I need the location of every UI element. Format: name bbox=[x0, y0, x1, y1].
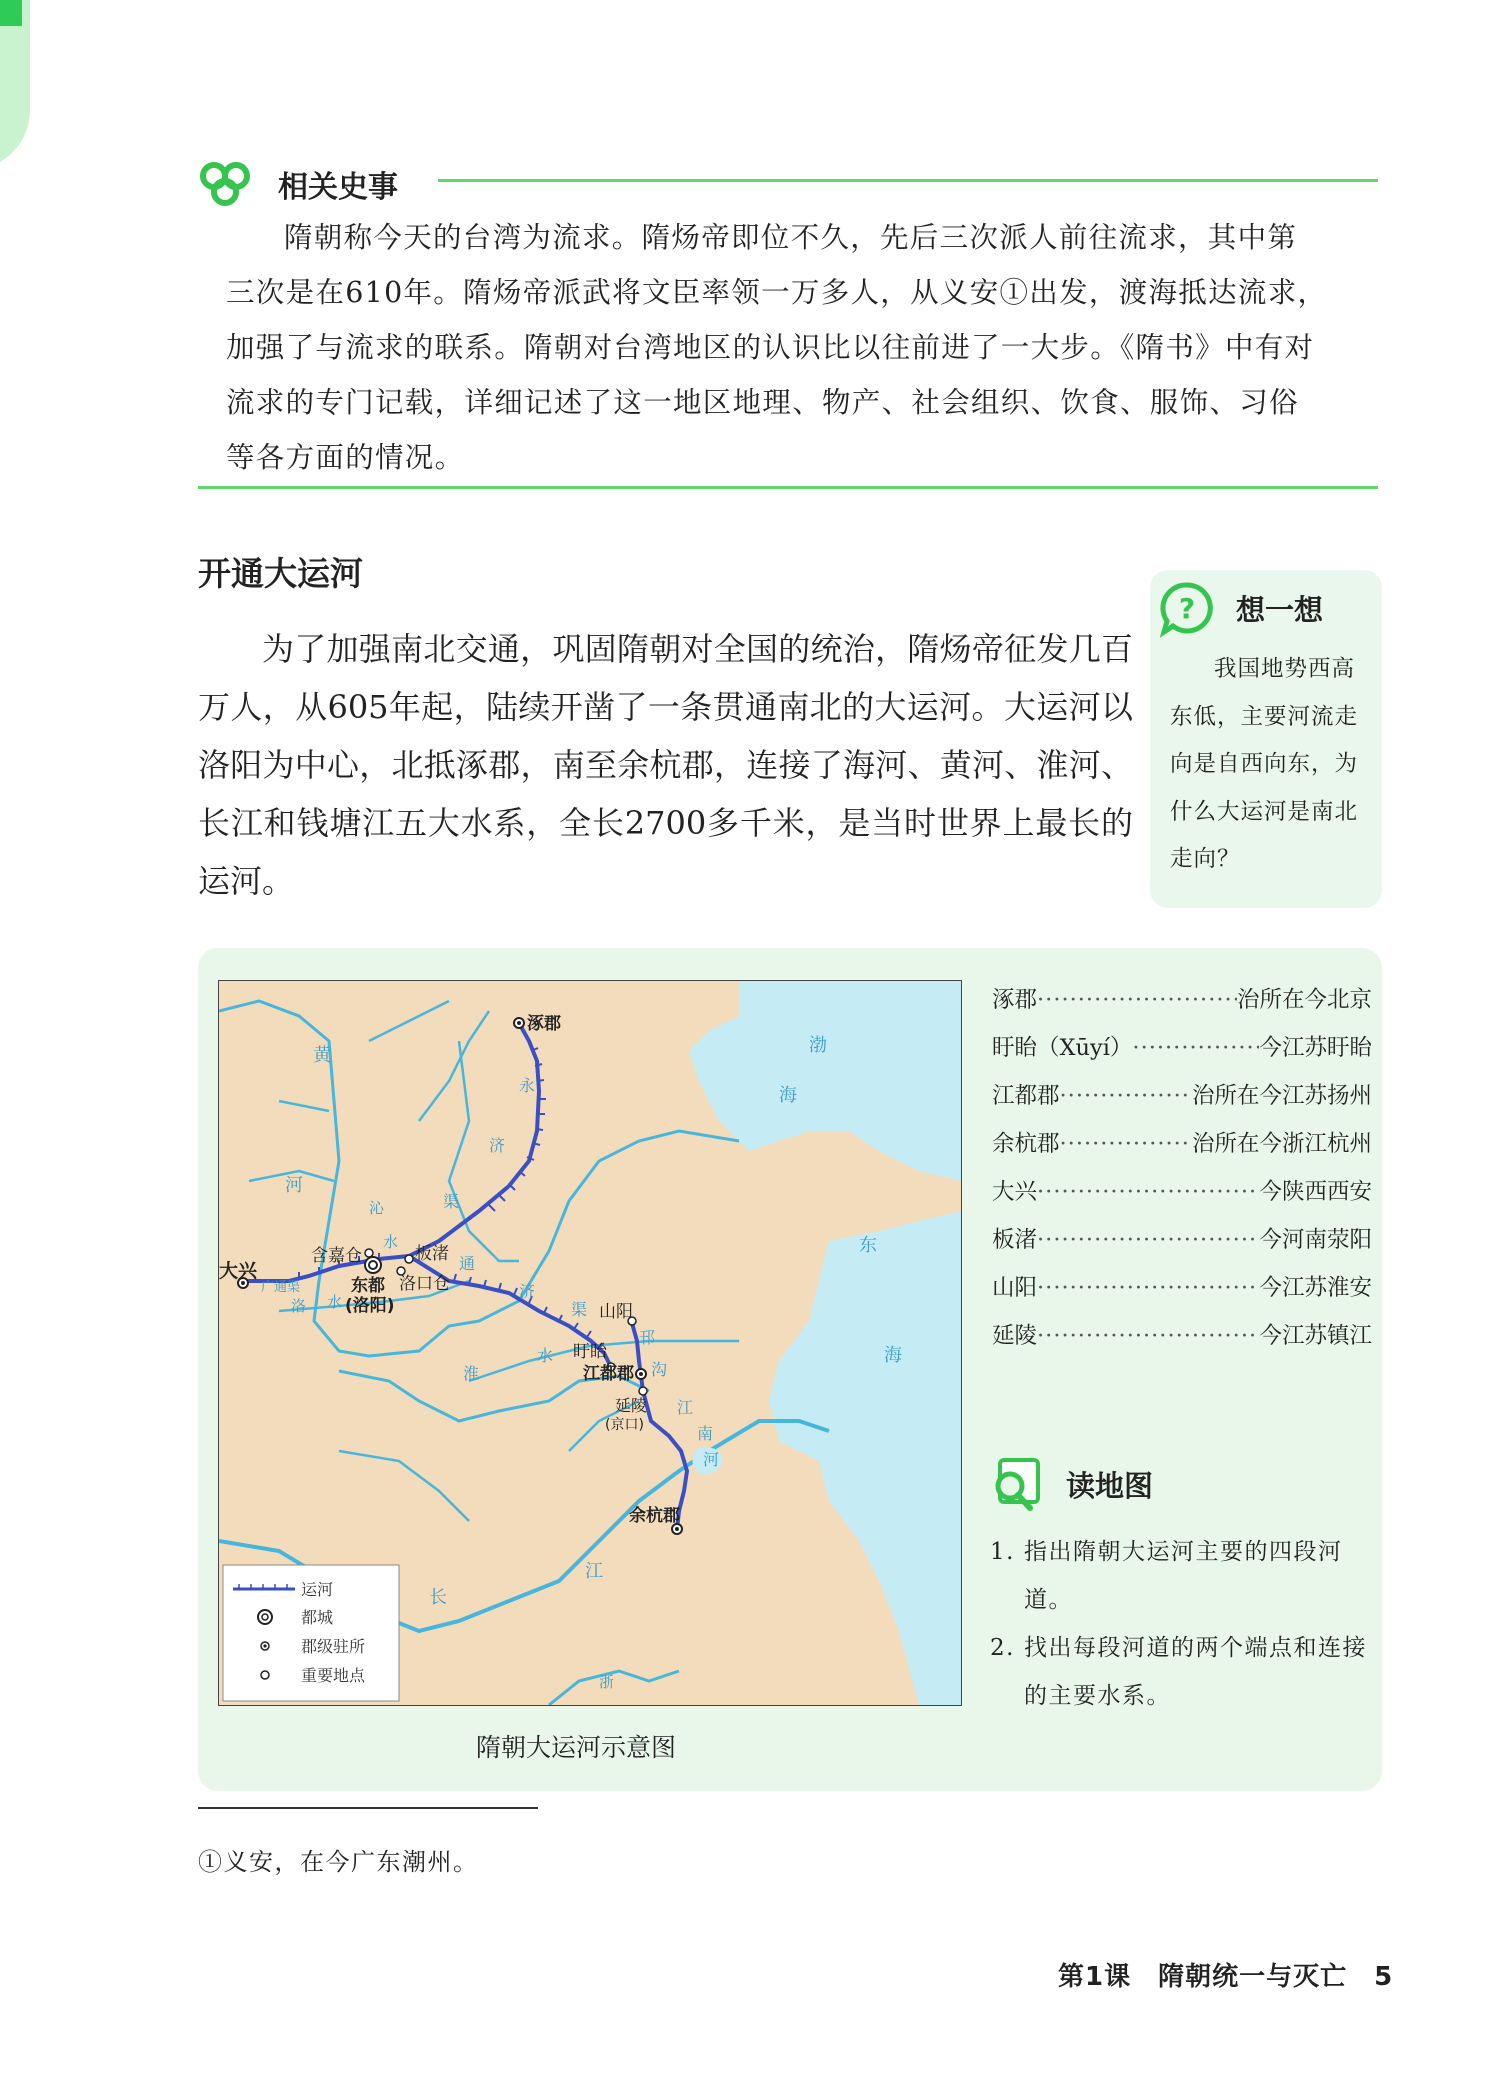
water-label: 永 bbox=[519, 1076, 536, 1095]
note-desc: 今江苏盱眙 bbox=[1259, 1035, 1372, 1061]
read-map-item-text: 找出每段河道的两个端点和连接的主要水系。 bbox=[1024, 1635, 1367, 1709]
related-history-line: 等各方面的情况。 bbox=[226, 441, 465, 474]
footnote: ①义安，在今广东潮州。 bbox=[198, 1848, 479, 1876]
water-label: 黄 bbox=[313, 1045, 331, 1066]
water-label: 沟 bbox=[651, 1360, 668, 1379]
water-label: 通 bbox=[459, 1254, 476, 1273]
note-leader bbox=[1037, 1168, 1259, 1216]
map-caption: 隋朝大运河示意图 bbox=[476, 1733, 677, 1762]
page-footer: 第1课 隋朝统一与灭亡 5 bbox=[1058, 1962, 1394, 1992]
related-history-text bbox=[226, 210, 1366, 485]
water-label: 水 bbox=[383, 1233, 399, 1251]
read-map-item bbox=[990, 1624, 1370, 1720]
related-history-line: 隋朝称今天的台湾为流求。隋炀帝即位不久，先后三次派人前往流求，其中第 bbox=[284, 221, 1298, 254]
water-label: 水 bbox=[327, 1293, 343, 1311]
water-label: 河 bbox=[285, 1175, 303, 1196]
place-label-hanjiacang: 含嘉仓 bbox=[311, 1246, 362, 1266]
water-label: 海 bbox=[884, 1345, 902, 1366]
legend-label: 重要地点 bbox=[301, 1666, 366, 1685]
hanjiacang-marker bbox=[365, 1249, 373, 1257]
note-desc: 今河南荥阳 bbox=[1259, 1227, 1372, 1253]
water-label: 济 bbox=[519, 1282, 536, 1301]
water-label: 东 bbox=[859, 1235, 877, 1256]
note-name: 盱眙（Xūyí） bbox=[992, 1035, 1133, 1061]
related-history-header bbox=[198, 158, 1378, 208]
think-box bbox=[1150, 570, 1382, 908]
yanling-marker bbox=[639, 1387, 647, 1395]
note-name: 山阳 bbox=[992, 1275, 1038, 1301]
place-label-jingkou: (京口) bbox=[605, 1417, 644, 1433]
legend-label: 运河 bbox=[301, 1580, 334, 1599]
related-history-line: 三次是在610年。隋炀帝派武将文臣率领一万多人，从义安①出发，渡海抵达流求， bbox=[226, 276, 1328, 309]
related-history-bottom-rule bbox=[198, 486, 1378, 489]
place-label-yanling: 延陵 bbox=[615, 1396, 648, 1415]
water-label: 渤 bbox=[809, 1035, 827, 1056]
legend-label: 都城 bbox=[301, 1608, 334, 1627]
legend-capital-icon-inner bbox=[262, 1614, 268, 1620]
svg-text:?: ? bbox=[1178, 592, 1196, 625]
note-row bbox=[992, 1120, 1372, 1168]
zhuojun-marker-dot bbox=[517, 1021, 521, 1025]
legend-place-icon bbox=[261, 1671, 269, 1679]
water-label: 邗 bbox=[639, 1328, 656, 1347]
chapter-tab-marker bbox=[0, 0, 22, 26]
place-label-shanyang: 山阳 bbox=[599, 1302, 633, 1322]
note-leader bbox=[1060, 1120, 1192, 1168]
water-label: 沁 bbox=[369, 1199, 385, 1217]
water-label: 洛 bbox=[291, 1297, 307, 1315]
note-name: 大兴 bbox=[992, 1179, 1038, 1205]
note-row bbox=[992, 1216, 1372, 1264]
note-row bbox=[992, 1168, 1372, 1216]
water-label: 长 bbox=[429, 1587, 447, 1608]
note-name: 余杭郡 bbox=[992, 1131, 1060, 1157]
note-desc: 今江苏淮安 bbox=[1259, 1275, 1372, 1301]
note-row bbox=[992, 1072, 1372, 1120]
read-map-list bbox=[990, 1528, 1370, 1720]
dongdu-marker-inner bbox=[369, 1261, 377, 1269]
note-desc: 治所在今浙江杭州 bbox=[1191, 1131, 1372, 1157]
yuhang-marker-dot bbox=[675, 1527, 679, 1531]
section-title: 开通大运河 bbox=[198, 554, 363, 593]
water-label: 淮 bbox=[463, 1364, 480, 1383]
footnote-rule bbox=[198, 1807, 538, 1809]
read-map-item bbox=[990, 1528, 1370, 1624]
place-label-dongdu: 东都 bbox=[351, 1276, 385, 1296]
place-label-luoyang: (洛阳) bbox=[345, 1296, 395, 1316]
think-title: 想一想 bbox=[1236, 593, 1324, 627]
canal-map-svg bbox=[219, 981, 961, 1705]
place-label-yuhangjun: 余杭郡 bbox=[629, 1506, 680, 1526]
think-text bbox=[1170, 646, 1370, 884]
related-history-line: 加强了与流求的联系。隋朝对台湾地区的认识比以往前进了一大步。《隋书》中有对 bbox=[226, 331, 1315, 364]
map-panel bbox=[198, 948, 1382, 1791]
canal-map bbox=[218, 980, 962, 1706]
place-label-banzhu: 板渚 bbox=[415, 1244, 449, 1264]
related-history-title: 相关史事 bbox=[278, 170, 398, 205]
place-label-zhuojun: 涿郡 bbox=[527, 1014, 561, 1034]
read-map-item-number: 1. bbox=[990, 1539, 1015, 1565]
read-map-title: 读地图 bbox=[1066, 1469, 1154, 1503]
question-bubble-icon bbox=[1158, 580, 1216, 638]
think-paragraph: 我国地势西高东低，主要河流走向是自西向东，为什么大运河是南北走向？ bbox=[1170, 656, 1359, 872]
note-name: 板渚 bbox=[992, 1227, 1038, 1253]
note-leader bbox=[1037, 976, 1237, 1024]
water-label: 河 bbox=[703, 1450, 720, 1469]
note-desc: 治所在今北京 bbox=[1236, 987, 1372, 1013]
note-leader bbox=[1037, 1216, 1259, 1264]
water-label: 海 bbox=[779, 1085, 797, 1106]
note-row bbox=[992, 1312, 1372, 1360]
place-label-daxing: 大兴 bbox=[219, 1260, 258, 1282]
section-body bbox=[198, 620, 1133, 910]
place-label-xuyi: 盱眙 bbox=[573, 1342, 607, 1362]
banzhu-marker bbox=[405, 1255, 413, 1263]
place-notes bbox=[992, 976, 1372, 1360]
note-row bbox=[992, 976, 1372, 1024]
legend-prefecture-dot bbox=[263, 1644, 266, 1647]
water-label: 渠 bbox=[443, 1192, 460, 1211]
water-label: 渠 bbox=[571, 1300, 588, 1319]
note-name: 涿郡 bbox=[992, 987, 1038, 1013]
note-desc: 今江苏镇江 bbox=[1259, 1323, 1372, 1349]
jiangdu-marker-dot bbox=[639, 1372, 643, 1376]
related-history-icon bbox=[198, 160, 254, 206]
water-label: 济 bbox=[489, 1136, 506, 1155]
note-leader bbox=[1060, 1072, 1192, 1120]
water-label: 江 bbox=[677, 1398, 694, 1417]
legend-label: 郡级驻所 bbox=[301, 1637, 366, 1656]
note-name: 延陵 bbox=[992, 1323, 1038, 1349]
note-row bbox=[992, 1264, 1372, 1312]
note-name: 江都郡 bbox=[992, 1083, 1060, 1109]
read-map-item-number: 2. bbox=[990, 1635, 1015, 1661]
place-label-luokoucang: 洛口仓 bbox=[399, 1274, 450, 1294]
note-leader bbox=[1037, 1312, 1259, 1360]
note-row bbox=[992, 1024, 1372, 1072]
map-legend bbox=[223, 1565, 399, 1701]
section-paragraph: 为了加强南北交通，巩固隋朝对全国的统治，隋炀帝征发几百万人，从605年起，陆续开凿了一条贯通南北的大运河。大运河以洛阳为中心，北抵涿郡，南至余杭郡，连接了海河、黄河、淮河、长江和钱塘江五大水系，全长2700多千米，是当时世界上最长的运河。 bbox=[198, 630, 1133, 900]
water-label: 南 bbox=[697, 1424, 714, 1443]
note-desc: 治所在今江苏扬州 bbox=[1191, 1083, 1372, 1109]
water-label: 广通渠 bbox=[261, 1280, 301, 1295]
read-map-item-text: 指出隋朝大运河主要的四段河道。 bbox=[1024, 1539, 1343, 1613]
water-label: 水 bbox=[537, 1346, 554, 1365]
place-label-jiangdujun: 江都郡 bbox=[583, 1364, 634, 1384]
note-leader bbox=[1037, 1264, 1259, 1312]
magnifier-icon bbox=[990, 1456, 1042, 1512]
water-label: 江 bbox=[585, 1561, 603, 1582]
related-history-rule bbox=[438, 179, 1378, 182]
note-leader bbox=[1132, 1024, 1259, 1072]
note-desc: 今陕西西安 bbox=[1259, 1179, 1372, 1205]
water-label: 浙 bbox=[599, 1673, 615, 1691]
related-history-line: 流求的专门记载，详细记述了这一地区地理、物产、社会组织、饮食、服饰、习俗 bbox=[226, 386, 1299, 419]
